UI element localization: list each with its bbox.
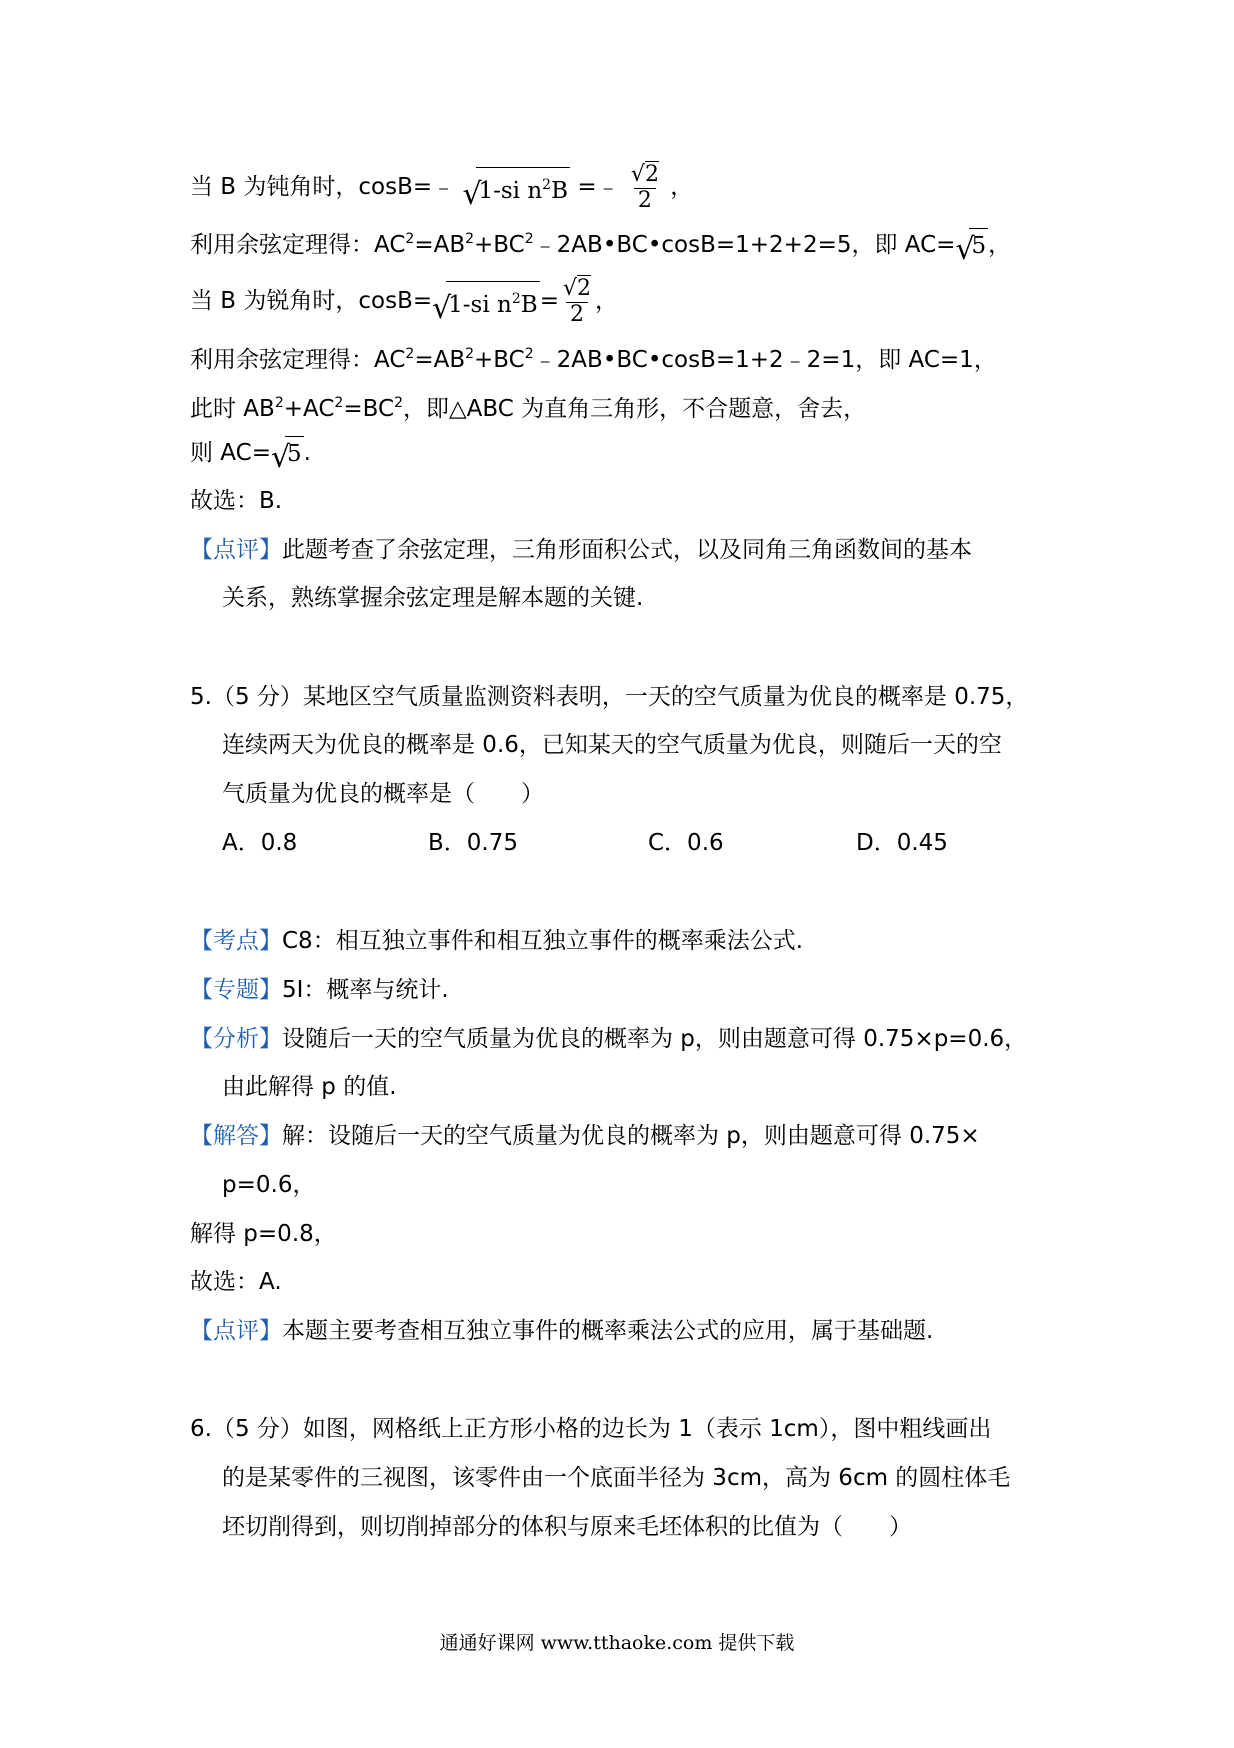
text: =AB bbox=[414, 232, 466, 258]
question-5-line-1: 5.（5 分）某地区空气质量监测资料表明，一天的空气质量为优良的概率是 0.75， bbox=[190, 684, 1029, 710]
analysis-line-2: 由此解得 p 的值. bbox=[222, 1074, 397, 1100]
knowledge-point-tag: 【考点】 bbox=[190, 928, 282, 954]
solution-text: 解：设随后一天的空气质量为优良的概率为 p，则由题意可得 0.75× bbox=[282, 1123, 980, 1149]
line-cosine-law-2 bbox=[190, 337, 997, 377]
topic-line bbox=[190, 973, 449, 1007]
sqrt-body: 1-si n bbox=[478, 178, 543, 204]
knowledge-point-line bbox=[190, 924, 803, 958]
text: +BC bbox=[474, 232, 525, 258]
radical-sign: √ bbox=[462, 177, 482, 212]
superscript: 2 bbox=[405, 346, 415, 362]
text: ﹣2AB•BC•cosB=1+2+2=5，即 AC= bbox=[533, 232, 956, 258]
comment-text: 此题考查了余弦定理，三角形面积公式，以及同角三角函数间的基本 bbox=[282, 537, 972, 563]
text: 利用余弦定理得：AC bbox=[190, 232, 406, 258]
sqrt-tail: B bbox=[551, 178, 568, 204]
text: 利用余弦定理得：AC bbox=[190, 347, 406, 373]
question-6-line-3: 坯切削得到，则切削掉部分的体积与原来毛坯体积的比值为（ ） bbox=[222, 1514, 912, 1540]
text: =AB bbox=[414, 347, 466, 373]
comment-tag: 【点评】 bbox=[190, 537, 282, 563]
sqrt-body: 5 bbox=[285, 436, 304, 471]
superscript: 2 bbox=[511, 291, 521, 307]
sqrt-body: 5 bbox=[969, 228, 988, 263]
radical-sign: √ bbox=[562, 276, 577, 301]
superscript: 2 bbox=[394, 395, 403, 411]
fraction bbox=[561, 276, 593, 327]
analysis-line bbox=[190, 1022, 1027, 1056]
comment-line bbox=[190, 533, 972, 567]
option-b: B．0.75 bbox=[428, 830, 518, 856]
text: =﹣ bbox=[577, 174, 620, 200]
solution-line-4: 故选：A. bbox=[190, 1269, 282, 1295]
answer-choice-line: 故选：B. bbox=[190, 488, 283, 514]
superscript: 2 bbox=[465, 231, 475, 247]
line-acute-case bbox=[190, 276, 618, 327]
text: ， bbox=[670, 174, 694, 200]
numerator: 2 bbox=[577, 276, 591, 301]
solution-line-3: 解得 p=0.8， bbox=[190, 1221, 337, 1247]
page-footer: 通通好课网 www.tthaoke.com 提供下载 bbox=[439, 1632, 795, 1654]
comment-line-q5 bbox=[190, 1314, 933, 1348]
text: 此时 AB bbox=[190, 396, 275, 422]
sqrt-body: 1-si n bbox=[448, 292, 512, 318]
analysis-text: 设随后一天的空气质量为优良的概率为 p，则由题意可得 0.75×p=0.6， bbox=[282, 1026, 1028, 1052]
denominator: 2 bbox=[566, 302, 588, 327]
text: +AC bbox=[283, 396, 335, 422]
comment-tag: 【点评】 bbox=[190, 1318, 282, 1344]
radical-sign: √ bbox=[955, 232, 975, 267]
sqrt-expression bbox=[270, 436, 304, 475]
fraction bbox=[629, 162, 661, 213]
superscript: 2 bbox=[274, 395, 284, 411]
superscript: 2 bbox=[524, 346, 534, 362]
line-right-triangle bbox=[190, 386, 866, 426]
line-obtuse-case bbox=[190, 162, 693, 213]
superscript: 2 bbox=[542, 177, 552, 193]
text: ﹣2AB•BC•cosB=1+2﹣2=1，即 AC=1， bbox=[533, 347, 997, 373]
numerator: 2 bbox=[644, 162, 659, 187]
text: ，即△ABC 为直角三角形，不合题意，舍去， bbox=[402, 396, 867, 422]
text: 当 B 为锐角时，cosB= bbox=[190, 288, 433, 314]
analysis-tag: 【分析】 bbox=[190, 1026, 282, 1052]
solution-line-2: p=0.6， bbox=[222, 1172, 316, 1198]
comment-line-2: 关系，熟练掌握余弦定理是解本题的关键. bbox=[222, 585, 644, 611]
topic-tag: 【专题】 bbox=[190, 977, 282, 1003]
superscript: 2 bbox=[465, 346, 475, 362]
superscript: 2 bbox=[334, 395, 344, 411]
knowledge-point-text: C8：相互独立事件和相互独立事件的概率乘法公式. bbox=[282, 928, 804, 954]
question-5-line-2: 连续两天为优良的概率是 0.6，已知某天的空气质量为优良，则随后一天的空 bbox=[222, 732, 1002, 758]
text: . bbox=[303, 440, 311, 466]
sqrt-tail: B bbox=[520, 292, 538, 318]
text: ， bbox=[988, 232, 1012, 258]
option-d: D．0.45 bbox=[856, 830, 948, 856]
superscript: 2 bbox=[405, 231, 415, 247]
line-cosine-law-1 bbox=[190, 222, 1012, 267]
solution-tag: 【解答】 bbox=[190, 1123, 282, 1149]
text: 当 B 为钝角时，cosB=﹣ bbox=[190, 174, 456, 200]
line-result bbox=[190, 436, 311, 475]
denominator: 2 bbox=[634, 188, 656, 213]
sqrt-expression bbox=[462, 167, 570, 212]
question-5-line-3: 气质量为优良的概率是（ ） bbox=[222, 781, 544, 807]
radical-sign: √ bbox=[432, 291, 452, 326]
radical-sign: √ bbox=[270, 440, 291, 475]
text: +BC bbox=[474, 347, 525, 373]
sqrt-expression bbox=[955, 228, 988, 267]
question-6-line-1: 6.（5 分）如图，网格纸上正方形小格的边长为 1（表示 1cm），图中粗线画出 bbox=[190, 1416, 992, 1442]
question-6-line-2: 的是某零件的三视图，该零件由一个底面半径为 3cm，高为 6cm 的圆柱体毛 bbox=[222, 1465, 1011, 1491]
topic-text: 5I：概率与统计. bbox=[282, 977, 449, 1003]
solution-line bbox=[190, 1119, 980, 1153]
radical-sign: √ bbox=[630, 162, 645, 187]
text: = bbox=[539, 288, 559, 314]
option-a: A．0.8 bbox=[222, 830, 298, 856]
text: 则 AC= bbox=[190, 440, 271, 466]
option-c: C．0.6 bbox=[648, 830, 724, 856]
sqrt-expression bbox=[432, 281, 540, 326]
superscript: 2 bbox=[524, 231, 534, 247]
text: ， bbox=[595, 288, 618, 314]
comment-text: 本题主要考查相互独立事件的概率乘法公式的应用，属于基础题. bbox=[282, 1318, 934, 1344]
text: =BC bbox=[343, 396, 395, 422]
